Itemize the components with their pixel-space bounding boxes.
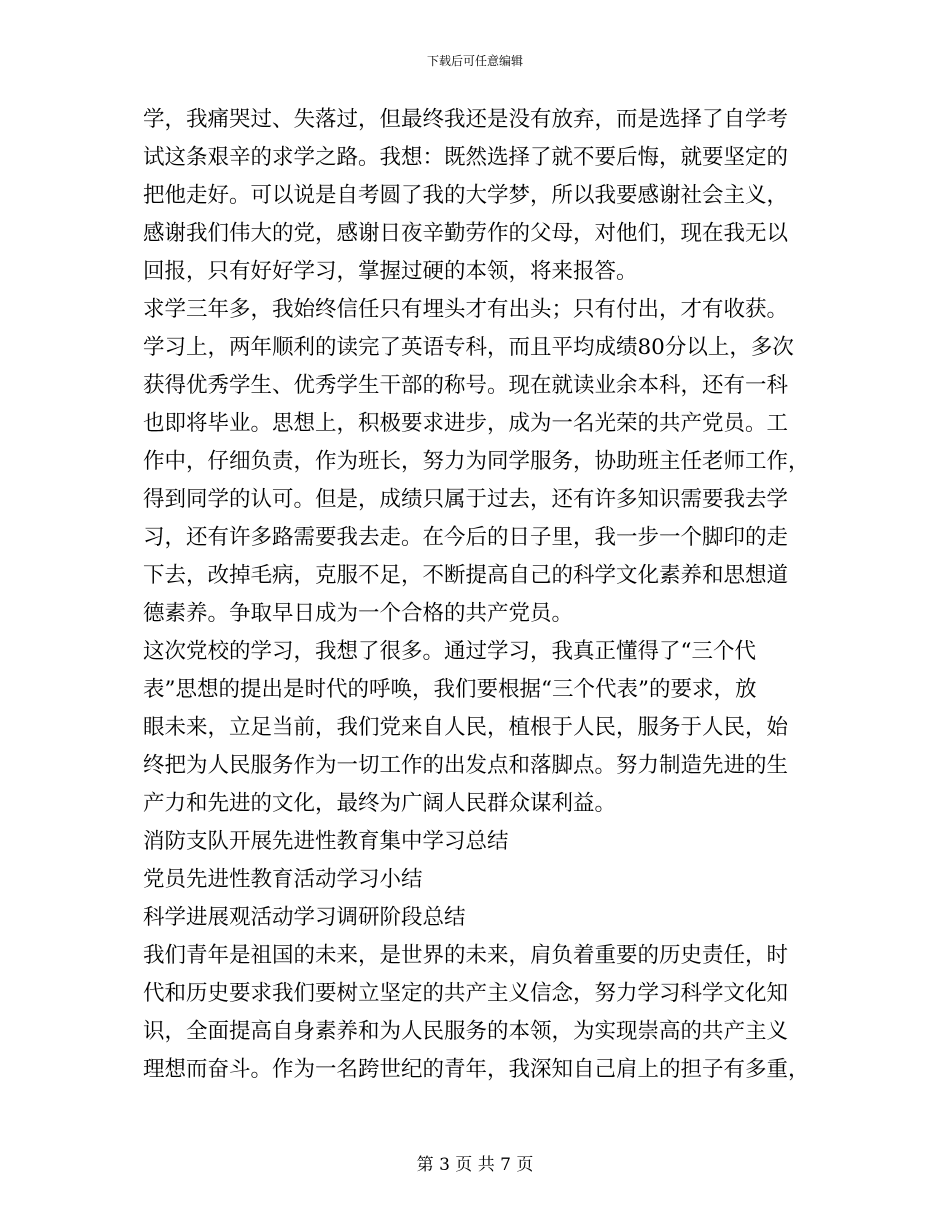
text-line: 这次党校的学习，我想了很多。通过学习，我真正懂得了“三个代 [143, 639, 756, 664]
text-line: 得到同学的认可。但是，成绩只属于过去，还有许多知识需要我去学 [143, 487, 789, 512]
text-line: 代和历史要求我们要树立坚定的共产主义信念，努力学习科学文化知 [143, 981, 789, 1006]
text-line: 表”思想的提出是时代的呼唤，我们要根据“三个代表”的要求，放 [143, 677, 757, 702]
text-line: 学习上，两年顺利的读完了英语专科，而且平均成绩80分以上，多次 [143, 335, 794, 360]
text-line: 下去，改掉毛病，克服不足，不断提高自己的科学文化素养和思想道 [143, 563, 789, 588]
text-line: 也即将毕业。思想上，积极要求进步，成为一名光荣的共产党员。工 [143, 411, 789, 436]
text-line: 理想而奋斗。作为一名跨世纪的青年，我深知自己肩上的担子有多重， [143, 1057, 810, 1082]
text-line: 终把为人民服务作为一切工作的出发点和落脚点。努力制造先进的生 [143, 753, 789, 778]
text-line: 产力和先进的文化，最终为广阔人民群众谋利益。 [143, 791, 617, 816]
text-line: 把他走好。可以说是自考圆了我的大学梦，所以我要感谢社会主义， [143, 183, 789, 208]
text-line: 德素养。争取早日成为一个合格的共产党员。 [143, 601, 574, 626]
text-line: 获得优秀学生、优秀学生干部的称号。现在就读业余本科，还有一科 [143, 373, 789, 398]
text-line: 我们青年是祖国的未来，是世界的未来，肩负着重要的历史责任，时 [143, 943, 789, 968]
text-line: 习，还有许多路需要我去走。在今后的日子里，我一步一个脚印的走 [143, 525, 789, 550]
text-line: 眼未来，立足当前，我们党来自人民，植根于人民，服务于人民，始 [143, 715, 789, 740]
body-text [143, 101, 811, 1089]
text-line: 学，我痛哭过、失落过，但最终我还是没有放弃，而是选择了自学考 [143, 107, 789, 132]
text-line: 试这条艰辛的求学之路。我想：既然选择了就不要后悔，就要坚定的 [143, 145, 789, 170]
section-title-line: 科学进展观活动学习调研阶段总结 [143, 905, 466, 930]
section-title-line: 党员先进性教育活动学习小结 [143, 867, 423, 892]
text-line: 求学三年多，我始终信任只有埋头才有出头；只有付出，才有收获。 [143, 297, 789, 322]
text-line: 作中，仔细负责，作为班长，努力为同学服务，协助班主任老师工作， [143, 449, 810, 474]
page-number: 第 3 页 共 7 页 [416, 1155, 534, 1175]
text-line: 回报，只有好好学习，掌握过硬的本领，将来报答。 [143, 259, 638, 284]
header-note: 下载后可任意编辑 [426, 54, 523, 68]
section-title-line: 消防支队开展先进性教育集中学习总结 [143, 829, 509, 854]
text-line: 感谢我们伟大的党，感谢日夜辛勤劳作的父母，对他们，现在我无以 [143, 221, 789, 246]
text-line: 识，全面提高自身素养和为人民服务的本领，为实现崇高的共产主义 [143, 1019, 789, 1044]
